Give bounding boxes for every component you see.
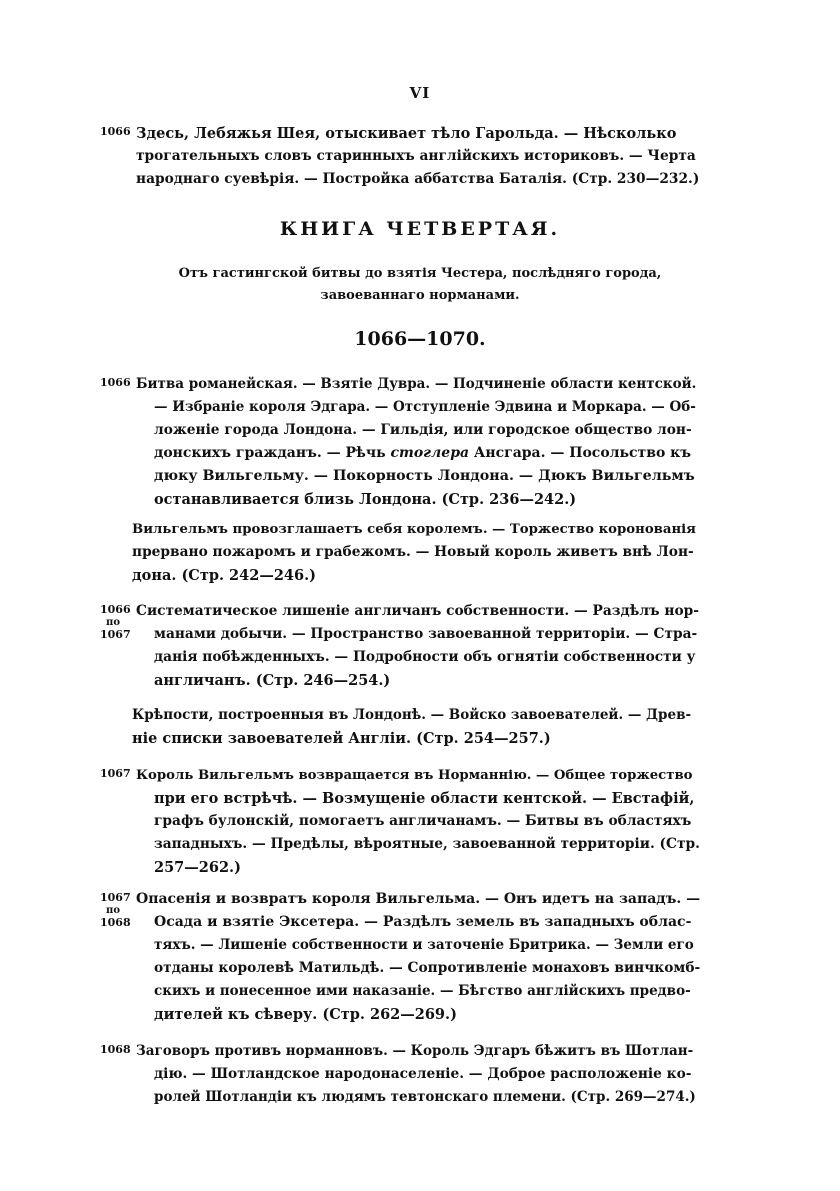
contents-entry-intro bbox=[100, 122, 700, 191]
entry-line: Систематическое лишеніе англичанъ собственности. — Раздѣлъ нор- bbox=[136, 603, 699, 619]
book-title: КНИГА ЧЕТВЕРТАЯ. bbox=[279, 218, 561, 240]
contents-entry-coronation bbox=[132, 518, 700, 587]
entry-text bbox=[132, 518, 700, 587]
entry-line: Король Вильгельмъ возвращается въ Норманнію. — Общее торжество bbox=[136, 768, 693, 783]
entry-line: донскихъ гражданъ. — Рѣчь стоглера Ансгара. — Посольство къ bbox=[154, 445, 692, 461]
entry-text bbox=[100, 764, 700, 879]
entry-text bbox=[100, 888, 700, 1026]
contents-entry-fortresses bbox=[132, 704, 700, 750]
book-subtitle-line: Отъ гастингской битвы до взятія Честера, послѣдняго города, bbox=[178, 266, 662, 281]
entry-year: 1068 bbox=[100, 1043, 131, 1056]
entry-line: народнаго суевѣрія. — Постройка аббатства Баталія. (Стр. 230—232.) bbox=[136, 171, 700, 187]
entry-line: ложеніе города Лондона. — Гильдія, или городское общество лон- bbox=[154, 422, 692, 438]
entry-year: 1067 bbox=[100, 767, 131, 780]
entry-line: Здесь, Лебяжья Шея, отыскивает тѣло Гарольда. — Нѣсколько bbox=[136, 125, 677, 142]
entry-text bbox=[132, 704, 700, 750]
entry-line: останавливается близь Лондона. (Стр. 236—242.) bbox=[154, 491, 577, 508]
entry-line: при его встрѣчѣ. — Возмущеніе области кентской. — Евстафій, bbox=[154, 790, 695, 807]
contents-entry-1066 bbox=[100, 373, 700, 511]
entry-text bbox=[100, 1040, 700, 1109]
entry-line: Крѣпости, построенныя въ Лондонѣ. — Войско завоевателей. — Древ- bbox=[132, 707, 692, 723]
entry-line: Заговоръ противъ норманновъ. — Король Эдгаръ бѣжитъ въ Шотлан- bbox=[136, 1043, 694, 1059]
entry-line: трогательныхъ словъ старинныхъ англійскихъ историковъ. — Черта bbox=[136, 148, 696, 164]
entry-line: Опасенія и возвратъ короля Вильгельма. — Онъ идетъ на западъ. — bbox=[136, 891, 701, 907]
book-subtitle bbox=[150, 263, 690, 307]
entry-line: дителей къ сѣверу. (Стр. 262—269.) bbox=[154, 1006, 457, 1023]
entry-line: 257—262.) bbox=[154, 859, 241, 876]
entry-line: отданы королевѣ Матильдѣ. — Сопротивленіе монаховъ винчкомб- bbox=[154, 960, 701, 976]
book-subtitle-line: завоеваннаго норманами. bbox=[320, 288, 520, 303]
entry-line: дюку Вильгельму. — Покорность Лондона. — Дюкъ Вильгельмъ bbox=[154, 468, 695, 484]
entry-line: ніе списки завоевателей Англіи. (Стр. 254—257.) bbox=[132, 730, 551, 747]
entry-line: тяхъ. — Лишеніе собственности и заточеніе Бритрика. — Земли его bbox=[154, 937, 694, 953]
entry-year: 1066 bbox=[100, 125, 131, 138]
entry-line: графъ булонскій, помогаетъ англичанамъ. — Битвы въ областяхъ bbox=[154, 813, 692, 829]
entry-line: — Избраніе короля Эдгара. — Отступленіе Эдвина и Моркара. — Об- bbox=[154, 399, 696, 415]
entry-text bbox=[100, 122, 700, 191]
entry-line: Вильгельмъ провозглашаетъ себя королемъ. — Торжество коронованія bbox=[132, 522, 696, 537]
italic-term: стоглера bbox=[390, 445, 470, 461]
entry-line: ролей Шотландіи къ людямъ тевтонскаго племени. (Стр. 269—274.) bbox=[154, 1089, 696, 1105]
entry-line: западныхъ. — Предѣлы, вѣроятные, завоеванной территоріи. (Стр. bbox=[154, 836, 700, 852]
contents-entry-1067-1068 bbox=[100, 888, 700, 1026]
book-year-range: 1066—1070. bbox=[354, 328, 486, 350]
entry-year: 1067 по 1068 bbox=[100, 891, 131, 929]
entry-line: дона. (Стр. 242—246.) bbox=[132, 567, 317, 584]
entry-line: англичанъ. (Стр. 246—254.) bbox=[154, 672, 391, 689]
entry-line: Битва романейская. — Взятіе Дувра. — Подчиненіе области кентской. bbox=[136, 376, 697, 392]
entry-line: скихъ и понесенное ими наказаніе. — Бѣгство англійскихъ предво- bbox=[154, 983, 691, 999]
contents-entry-1068 bbox=[100, 1040, 700, 1109]
entry-line: прервано пожаромъ и грабежомъ. — Новый король живетъ внѣ Лон- bbox=[132, 544, 694, 560]
entry-year: 1066 по 1067 bbox=[100, 603, 131, 641]
entry-text bbox=[100, 600, 700, 692]
contents-entry-1067 bbox=[100, 764, 700, 879]
entry-year: 1066 bbox=[100, 376, 131, 389]
entry-line: Осада и взятіе Эксетера. — Раздѣлъ земель въ западныхъ облас- bbox=[154, 914, 692, 930]
page-number: VI bbox=[409, 84, 431, 102]
entry-line: данія побѣжденныхъ. — Подробности объ огнятіи собственности у bbox=[154, 649, 696, 665]
contents-entry-1066-1067 bbox=[100, 600, 700, 692]
entry-line: манами добычи. — Пространство завоеванной территоріи. — Стра- bbox=[154, 626, 698, 642]
entry-text bbox=[100, 373, 700, 511]
entry-line: дію. — Шотландское народонаселеніе. — Доброе расположеніе ко- bbox=[154, 1066, 692, 1082]
